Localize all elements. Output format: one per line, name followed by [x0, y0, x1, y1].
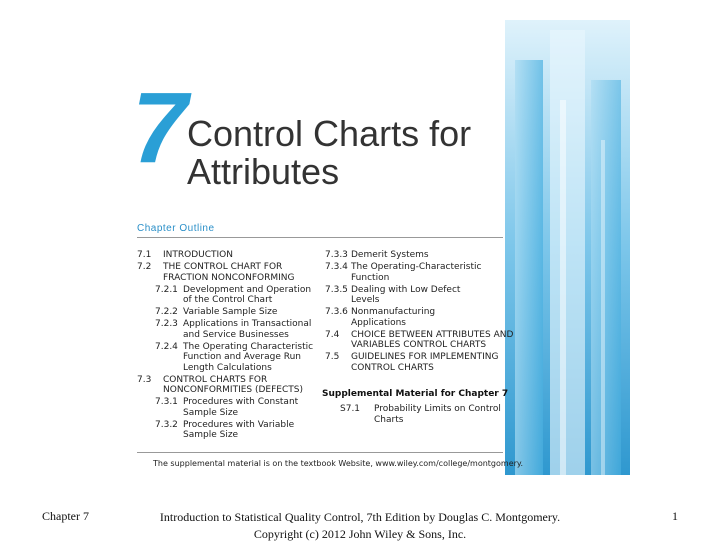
note-divider: [137, 452, 503, 453]
outline-item-text: The Operating-Characteristic: [351, 262, 482, 272]
outline-item-number: 7.2.4: [155, 341, 178, 352]
outline-item-text: Levels: [351, 295, 380, 305]
outline-item-number: 7.5: [325, 352, 340, 362]
outline-item-text: Dealing with Low Defect: [351, 284, 461, 295]
footer-citation-line2: Copyright (c) 2012 John Wiley & Sons, Inc.: [253, 527, 467, 541]
supplemental-note: The supplemental material is on the textbook Website, www.wiley.com/college/montgomery.: [153, 459, 524, 468]
outline-heading: Chapter Outline: [137, 223, 215, 234]
outline-item-number: 7.3.3: [325, 250, 348, 260]
outline-item-text: FRACTION NONCONFORMING: [163, 272, 295, 283]
outline-item-text: GUIDELINES FOR IMPLEMENTING: [351, 352, 499, 362]
outline-item-text: Charts: [374, 414, 404, 425]
outline-item-text: Demerit Systems: [351, 250, 429, 260]
outline-item-text: THE CONTROL CHART FOR: [163, 262, 283, 272]
outline-item-text: Probability Limits on Control: [374, 404, 501, 414]
outline-item-text: Function and Average Run: [183, 352, 302, 362]
chapter-title-line1: Control Charts for: [187, 113, 472, 154]
outline-item-number: 7.3.4: [325, 262, 348, 272]
outline-item-text: Variable Sample Size: [183, 307, 278, 317]
outline-item-text: Nonmanufacturing: [351, 307, 436, 317]
outline-item-text: Applications in Transactional: [183, 319, 312, 329]
outline-item-text: Applications: [351, 317, 406, 328]
outline-item-number: 7.4: [325, 329, 340, 340]
chapter-title-line2: Attributes: [187, 151, 340, 192]
outline-divider: [137, 237, 503, 238]
outline-item-text: Development and Operation: [183, 284, 312, 295]
outline-item-number: 7.1: [137, 250, 152, 260]
outline-item-text: The Operating Characteristic: [183, 341, 314, 352]
chapter-number: 7: [132, 72, 186, 184]
outline-item-text: NONCONFORMITIES (DEFECTS): [163, 385, 303, 395]
outline-item-text: Sample Size: [183, 407, 239, 418]
footer-citation: [150, 509, 570, 543]
outline-item-text: Procedures with Variable: [183, 419, 295, 430]
outline-item-text: Function: [351, 272, 390, 283]
outline-item-text: CONTROL CHARTS: [351, 362, 434, 373]
outline-item-text: CONTROL CHARTS FOR: [163, 374, 268, 385]
outline-item-number: 7.2: [137, 262, 152, 272]
outline-item-number: 7.2.2: [155, 307, 178, 317]
outline-item-text: Length Calculations: [183, 362, 272, 373]
outline-item-number: 7.2.1: [155, 284, 178, 295]
footer-citation-line1: Introduction to Statistical Quality Control, 7th Edition by Douglas C. Montgomery.: [159, 510, 561, 524]
supplemental-heading: Supplemental Material for Chapter 7: [322, 389, 509, 399]
outline-item-number: S7.1: [340, 404, 361, 414]
outline-item-number: 7.3: [137, 374, 152, 385]
footer-chapter: Chapter 7: [42, 509, 89, 523]
outline-item-number: 7.3.6: [325, 307, 348, 317]
outline-item-number: 7.3.5: [325, 284, 348, 295]
outline-item-text: CHOICE BETWEEN ATTRIBUTES AND: [351, 329, 514, 340]
outline-item-number: 7.3.1: [155, 397, 178, 407]
skyscraper-graphic: [505, 20, 630, 475]
outline-item-text: and Service Businesses: [183, 329, 289, 340]
outline-item-text: Sample Size: [183, 430, 239, 440]
outline-item-text: VARIABLES CONTROL CHARTS: [351, 340, 487, 350]
outline-item-number: 7.2.3: [155, 319, 178, 329]
outline-item-text: INTRODUCTION: [163, 250, 233, 260]
outline-item-text: of the Control Chart: [183, 295, 273, 305]
outline-item-text: Procedures with Constant: [183, 397, 299, 407]
outline-item-number: 7.3.2: [155, 419, 178, 430]
footer-page-number: 1: [672, 509, 678, 523]
